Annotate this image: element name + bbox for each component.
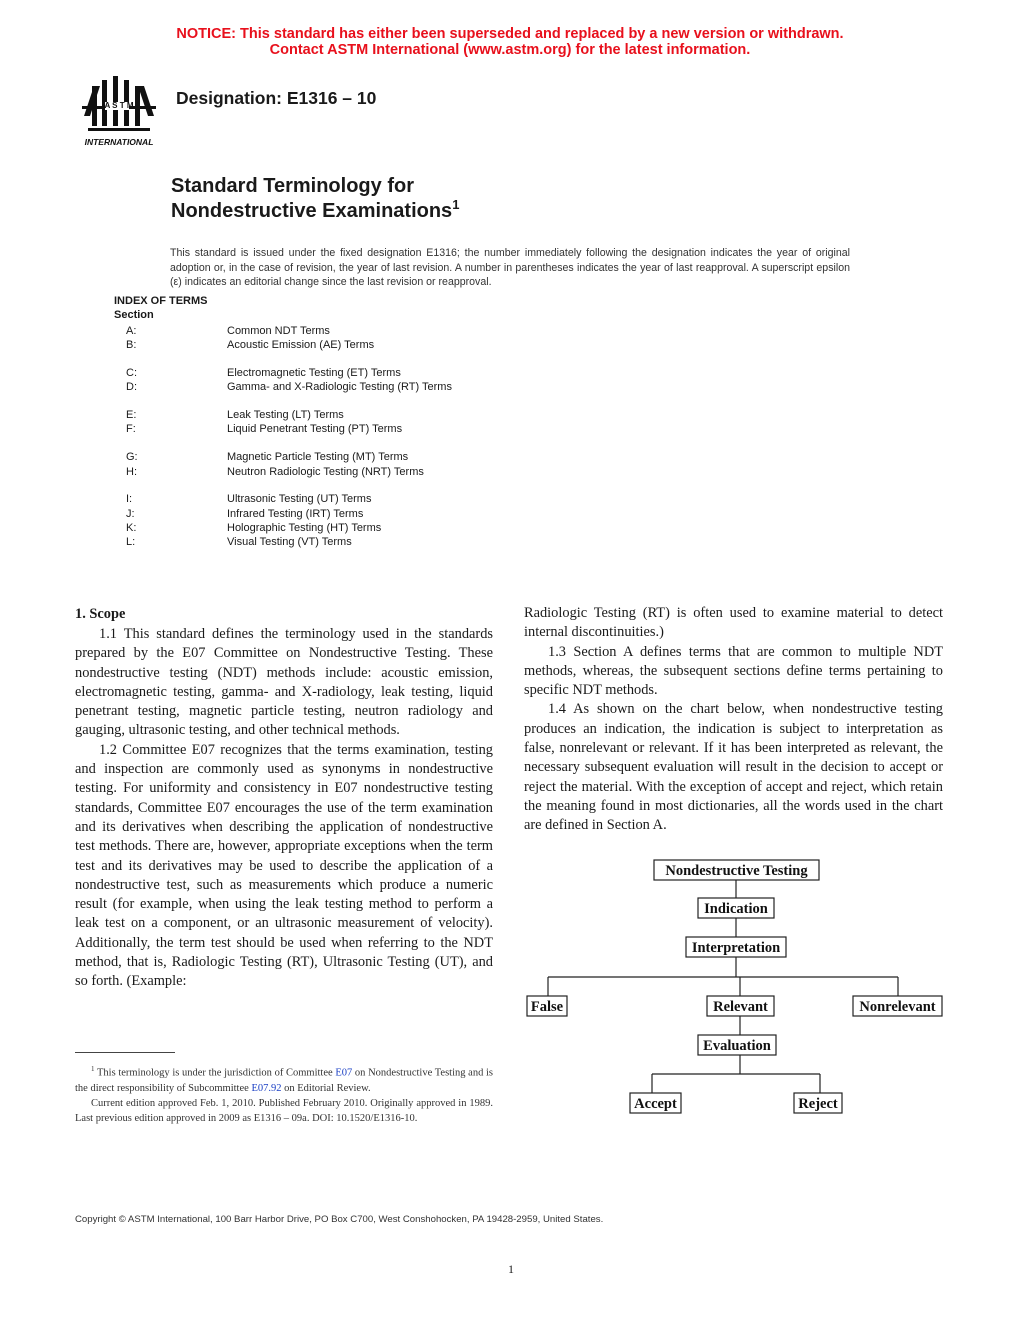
index-letter: B: (126, 339, 137, 352)
index-row (114, 380, 534, 394)
index-row (114, 408, 534, 422)
copyright-line: Copyright © ASTM International, 100 Barr Harbor Drive, PO Box C700, West Conshohocken, PA 19428-2959, United States. (75, 1214, 604, 1225)
index-row (114, 324, 534, 338)
index-letter: I: (126, 493, 133, 506)
index-letter: D: (126, 381, 137, 394)
chart-node-false: False (530, 999, 564, 1015)
index-row (114, 507, 534, 521)
index-subheading: Section (114, 309, 154, 322)
index-letter: K: (126, 521, 137, 534)
intro-paragraph: This standard is issued under the fixed designation E1316; the number immediately following the designation indicates the year of original adoption or, in the case of revision, the year of last revision. A number in parentheses indicates the year of last reapproval. A superscript epsilon (ε) indicates an editorial change since the last revision or reapproval. (170, 247, 850, 288)
index-letter: H: (126, 465, 137, 478)
index-name: Magnetic Particle Testing (MT) Terms (227, 451, 409, 464)
notice-line-1: NOTICE: This standard has either been superseded and replaced by a new version or withdrawn. (176, 26, 844, 42)
left-column (75, 604, 493, 992)
title-footnote-mark: 1 (452, 197, 460, 212)
index-row (114, 366, 534, 380)
chart-node-indication: Indication (704, 901, 768, 917)
index-row (114, 521, 534, 535)
footnote-1-text-a: This terminology is under the jurisdiction of Committee (96, 1067, 336, 1079)
footnote-rule (75, 1052, 175, 1053)
index-letter: J: (126, 507, 135, 520)
paragraph-1-2-continued: Radiologic Testing (RT) is often used to examine material to detect internal discontinuities.) (524, 605, 943, 641)
astm-logo-icon (78, 72, 160, 152)
notice-line-2: Contact ASTM International (www.astm.org) for the latest information. (269, 42, 751, 58)
index-name: Common NDT Terms (227, 325, 330, 337)
index-letter: A: (126, 325, 137, 337)
index-name: Gamma- and X-Radiologic Testing (RT) Terms (227, 381, 452, 394)
index-row (114, 465, 534, 479)
chart-node-evaluation: Evaluation (703, 1038, 771, 1054)
index-letter: G: (126, 451, 138, 464)
right-column (524, 604, 943, 836)
logo-text: INTERNATIONAL (84, 137, 154, 147)
chart-node-relevant: Relevant (713, 999, 768, 1015)
index-letter: C: (126, 367, 137, 380)
index-row (114, 450, 534, 464)
index-name: Acoustic Emission (AE) Terms (227, 339, 375, 352)
scope-heading: 1. Scope (75, 606, 126, 622)
footnote-1-text-b: on Nondestructive Testing and is the direct responsibility of Subcommittee (75, 1067, 493, 1094)
subcommittee-e07-92-link[interactable]: E07.92 (251, 1082, 282, 1094)
index-name: Electromagnetic Testing (ET) Terms (227, 367, 401, 380)
index-name: Ultrasonic Testing (UT) Terms (227, 493, 372, 506)
paragraph-1-3: 1.3 Section A defines terms that are common to multiple NDT methods, whereas, the subsequent sections define terms pertaining to specific NDT methods. (524, 643, 943, 699)
index-name: Infrared Testing (IRT) Terms (227, 507, 364, 520)
page-title (171, 174, 459, 224)
committee-e07-link[interactable]: E07 (335, 1067, 353, 1079)
paragraph-1-2: 1.2 Committee E07 recognizes that the terms examination, testing and inspection are commonly used as synonyms in nondestructive testing. For uniformity and consistency in E07 nondestructive testing standards, Committee E07 encourages the use of the term examination and its derivatives when describing the application of nondestructive test methods. There are, however, appropriate exceptions when the term test and its derivatives may be used to describe the application of a nondestructive test, such as measurements which produce a numeric result (for example, when using the leak testing method to perform a leak test on a component, or an ultrasonic measurement of velocity). Additionally, the term test should be used when referring to the NDT method, that is, Radiologic Testing (RT), Ultrasonic Testing (UT), and so forth. (Example: (75, 741, 493, 990)
chart-node-reject: Reject (798, 1096, 838, 1112)
page-number: 1 (508, 1262, 514, 1276)
svg-text:A S T M: A S T M (104, 101, 134, 110)
footnote-1-text-c: on Editorial Review. (281, 1082, 371, 1094)
index-name: Neutron Radiologic Testing (NRT) Terms (227, 465, 424, 478)
designation: Designation: E1316 – 10 (176, 88, 377, 108)
footnote-2: Current edition approved Feb. 1, 2010. Published February 2010. Originally approved in 1989. Last previous edition approved in 2009 as E1316 – 09a. DOI: 10.1520/E1316-10. (75, 1097, 493, 1124)
paragraph-1-1: 1.1 This standard defines the terminology used in the standards prepared by the E07 Committee on Nondestructive Testing. These nondestructive testing (NDT) methods include: acoustic emission, electromagnetic testing, gamma- and X-radiology, leak testing, liquid penetrant testing, magnetic particle testing, neutron radiology and gauging, ultrasonic testing, and other technical methods. (75, 626, 493, 739)
chart-node-interpretation: Interpretation (691, 940, 781, 956)
footnotes (75, 1062, 493, 1126)
index-heading: INDEX OF TERMS (114, 295, 208, 307)
index-name: Visual Testing (VT) Terms (227, 536, 352, 549)
index-letter: L: (126, 536, 136, 549)
index-name: Holographic Testing (HT) Terms (227, 521, 382, 534)
footnote-1 (75, 1062, 493, 1096)
footnote-1-mark: 1 (91, 1065, 95, 1073)
index-name: Liquid Penetrant Testing (PT) Terms (227, 423, 403, 436)
chart-node-nonrelevant: Nonrelevant (859, 999, 936, 1015)
withdrawal-notice (0, 26, 1020, 58)
index-of-terms (114, 294, 452, 549)
index-letter: E: (126, 409, 137, 422)
paragraph-1-4: 1.4 As shown on the chart below, when nondestructive testing produces an indication, the indication is subject to interpretation as false, nonrelevant or relevant. If it has been interpreted as relevant, the necessary subsequent evaluation will result in the decision to accept or reject the material. With the exception of accept and reject, which retain the meaning found in most dictionaries, all the words used in the chart are defined in Section A. (524, 701, 943, 834)
index-row (114, 492, 534, 506)
title-line-1: Standard Terminology for (171, 175, 414, 197)
chart-node-accept: Accept (634, 1096, 677, 1112)
chart-node-root: Nondestructive Testing (665, 863, 808, 879)
index-name: Leak Testing (LT) Terms (227, 409, 344, 422)
index-row (114, 422, 534, 436)
index-row (114, 338, 534, 352)
title-line-2: Nondestructive Examinations (171, 200, 453, 222)
index-list (114, 324, 534, 550)
ndt-flowchart (524, 855, 944, 1120)
index-row (114, 535, 534, 549)
index-letter: F: (126, 423, 136, 436)
